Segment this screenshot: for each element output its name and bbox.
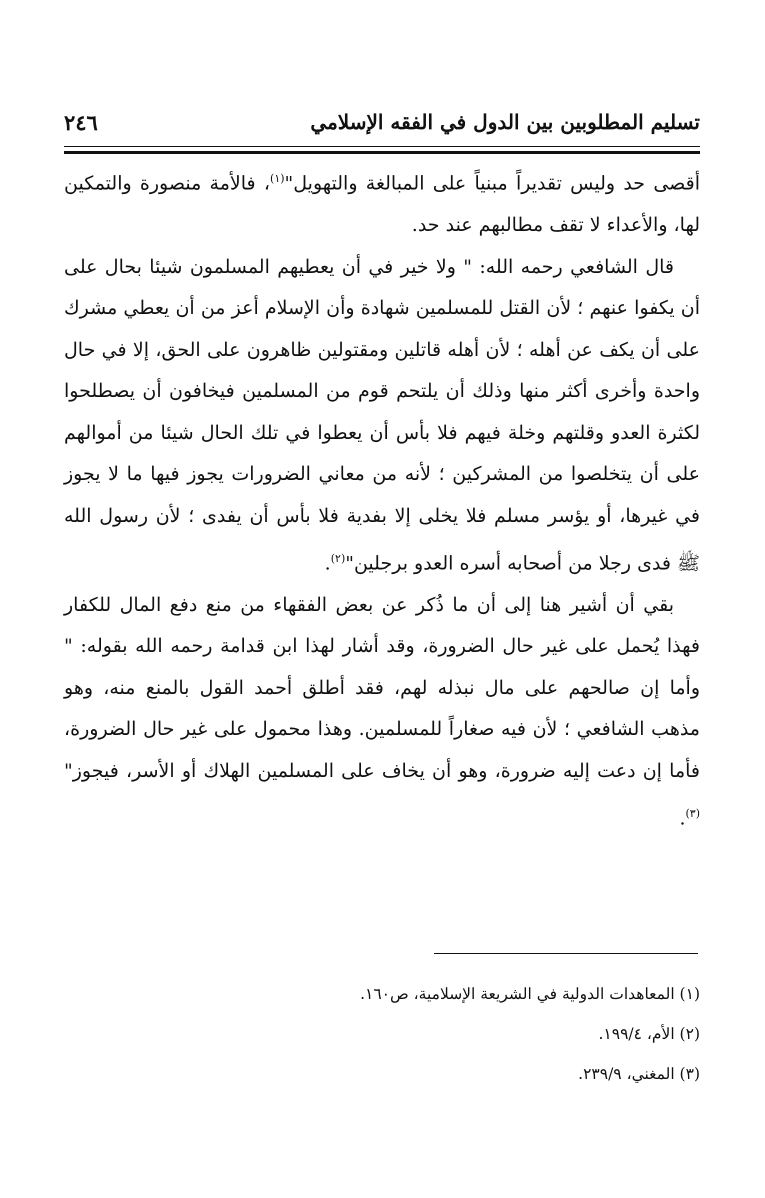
paragraph-2: قال الشافعي رحمه الله: " ولا خير في أن يعطيهم المسلمون شيئا بحال على أن يكفوا عنهم ؛ لأن القتل للمسلمين شهادة وأن الإسلام أعز من أن يعطي مشرك على أن يكف عن أهله ؛ لأن أهله قاتلين ومقتولين ظاهرون على الحق، إلا في حال واحدة وأخرى أكثر منها وذلك أن يلتحم قوم من المسلمين فيخافون أن يصطلحوا لكثرة العدو وقلتهم وخلة فيهم فلا بأس أن يعطوا في تلك الحال شيئا من أموالهم على أن يتخلصوا من المشركين ؛ لأنه من معاني الضرورات يجوز فيها ما لا يجوز في غيرها، أو يؤسر مسلم فلا يخلى إلا بفدية فلا بأس أن يفدى ؛ لأن رسول الله ﷺ فدى رجلا من أصحابه أسره العدو برجلين"$^{(٢)}$. bbox=[64, 255, 700, 574]
footnote-1: (١) المعاهدات الدولية في الشريعة الإسلامية، ص١٦٠. bbox=[360, 985, 700, 1003]
paragraph-1-text: أقصى حد وليس تقديراً مبنياً على المبالغة والتهويل" bbox=[284, 172, 700, 195]
header-rule-thick bbox=[64, 151, 700, 154]
paragraph-3: بقي أن أشير هنا إلى أن ما ذُكر عن بعض الفقهاء من منع دفع المال للكفار فهذا يُحمل على غير حال الضرورة، وقد أشار لهذا ابن قدامة رحمه الله بقوله: " وأما إن صالحهم على مال نبذله لهم، فقد أطلق أحمد القول بالمنع منه، وهو مذهب الشافعي ؛ لأن فيه صغاراً للمسلمين. وهذا محمول على غير حال الضرورة، فأما إن دعت إليه ضرورة، وهو أن يخاف على المسلمين الهلاك أو الأسر، فيجوز"$^{(٣)}$. bbox=[64, 593, 700, 829]
header-rule bbox=[64, 146, 700, 147]
footnote-ref-3[interactable]: (٣) bbox=[685, 806, 700, 820]
paragraph-3-text: بقي أن أشير هنا إلى أن ما ذُكر عن بعض الفقهاء من منع دفع المال للكفار فهذا يُحمل على غير حال الضرورة، وقد أشار لهذا ابن قدامة رحمه الله بقوله: " وأما إن صالحهم على مال نبذله لهم، فقد أطلق أحمد القول بالمنع منه، وهو مذهب الشافعي ؛ لأن فيه صغاراً للمسلمين. وهذا محمول على غير حال الضرورة، فأما إن دعت إليه ضرورة، وهو أن يخاف على المسلمين الهلاك أو الأسر، فيجوز" bbox=[64, 593, 700, 782]
header-title: تسليم المطلوبين بين الدول في الفقه الإسلامي bbox=[310, 110, 700, 134]
paragraph-1 bbox=[64, 158, 700, 247]
footnote-ref-2[interactable]: (٢) bbox=[330, 551, 346, 565]
footnote-3: (٣) المغني، ٢٣٩/٩. bbox=[578, 1065, 700, 1083]
footnotes bbox=[64, 974, 700, 1094]
footnote-ref-1[interactable]: (١) bbox=[270, 172, 285, 185]
footnote-separator bbox=[434, 953, 698, 954]
page-number: ٢٤٦ bbox=[64, 110, 98, 135]
paragraph-1-tail: ، فالأمة منصورة والتمكين لها، والأعداء لا تقف مطالبهم عند حد. bbox=[64, 172, 700, 236]
footnote-2: (٢) الأم، ١٩٩/٤. bbox=[598, 1025, 700, 1043]
paragraph-2-text: قال الشافعي رحمه الله: " ولا خير في أن يعطيهم المسلمون شيئا بحال على أن يكفوا عنهم ؛ لأن القتل للمسلمين شهادة وأن الإسلام أعز من أن يعطي مشرك على أن يكف عن أهله ؛ لأن أهله قاتلين ومقتولين ظاهرون على الحق، إلا في حال واحدة وأخرى أكثر منها وذلك أن يلتحم قوم من المسلمين فيخافون أن يصطلحوا لكثرة العدو وقلتهم وخلة فيهم فلا بأس أن يعطوا في تلك الحال شيئا من أموالهم على أن يتخلصوا من المشركين ؛ لأنه من معاني الضرورات يجوز فيها ما لا يجوز في غيرها، أو يؤسر مسلم فلا يخلى إلا بفدية فلا بأس أن يفدى ؛ لأن رسول الله ﷺ فدى رجلا من أصحابه أسره العدو برجلين" bbox=[64, 255, 700, 574]
running-header bbox=[64, 108, 700, 144]
body-text bbox=[64, 158, 700, 839]
